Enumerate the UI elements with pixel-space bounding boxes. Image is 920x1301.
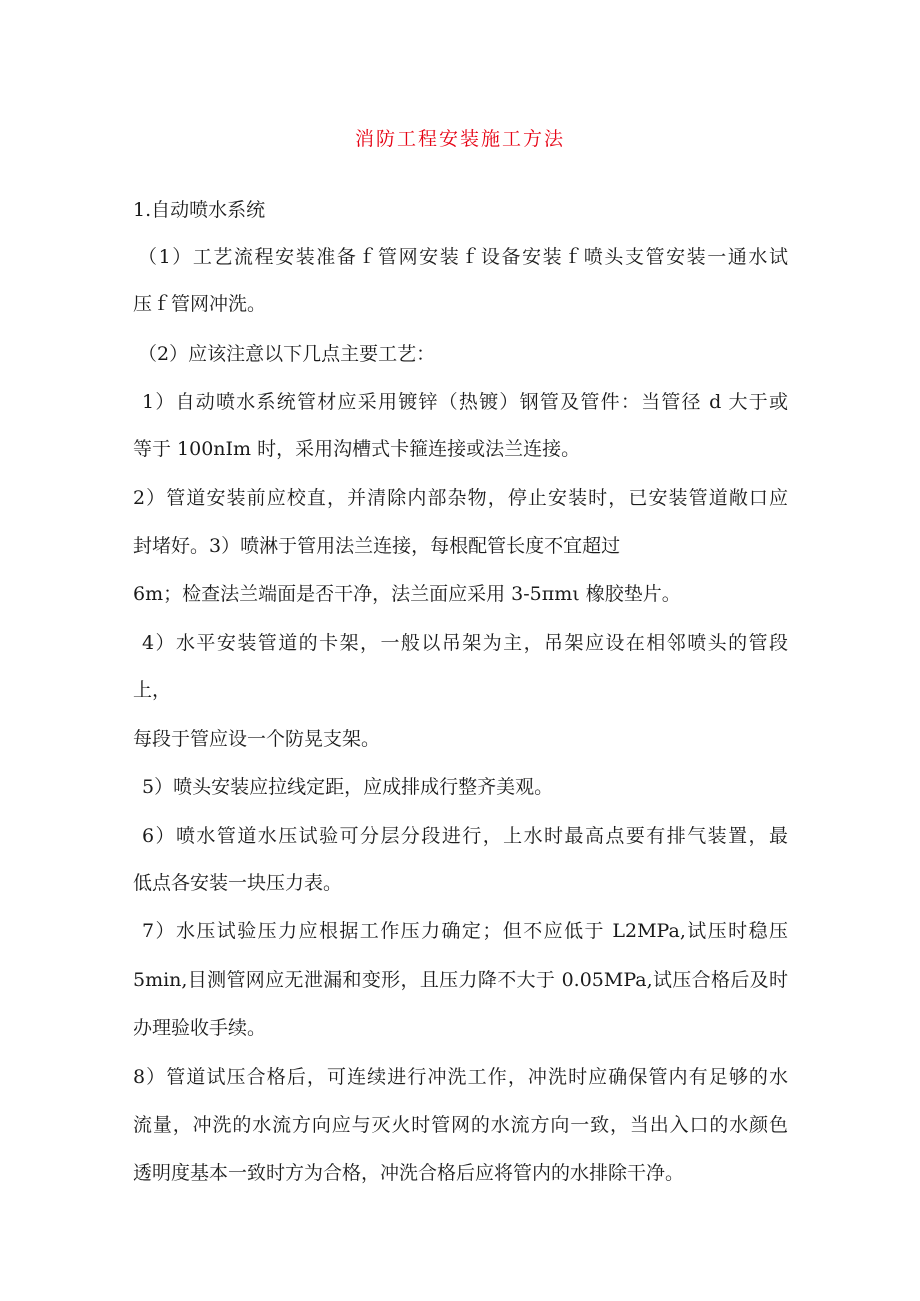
section-heading: 1.自动喷水系统 bbox=[133, 199, 266, 221]
paragraph-line: 上， bbox=[133, 679, 172, 701]
paragraph-line: （2）应该注意以下几点主要工艺： bbox=[138, 343, 436, 365]
paragraph-line: 封堵好。3）喷淋于管用法兰连接，每根配管长度不宜超过 bbox=[133, 535, 621, 557]
paragraph-line: 2）管道安装前应校直，并清除内部杂物，停止安装时，已安装管道敞口应 bbox=[133, 487, 788, 509]
paragraph-line: 透明度基本一致时方为合格，冲洗合格后应将管内的水排除干净。 bbox=[133, 1162, 685, 1184]
paragraph-line: 办理验收手续。 bbox=[133, 1017, 267, 1039]
paragraph-line: （1）工艺流程安装准备ｆ管网安装ｆ设备安装ｆ喷头支管安装一通水试 bbox=[138, 246, 788, 268]
paragraph-line: 5min,目测管网应无泄漏和变形，且压力降不大于 0.05MPa,试压合格后及时 bbox=[133, 969, 788, 991]
paragraph-line: 7）水压试验压力应根据工作压力确定；但不应低于 L2MPa,试压时稳压 bbox=[142, 920, 788, 942]
paragraph-line: 1）自动喷水系统管材应采用镀锌（热镀）钢管及管件：当管径 d 大于或 bbox=[142, 391, 788, 413]
paragraph-line: 6m；检查法兰端面是否干净，法兰面应采用 3-5πmι 橡胶垫片。 bbox=[133, 583, 681, 605]
paragraph-line: 8）管道试压合格后，可连续进行冲洗工作，冲洗时应确保管内有足够的水 bbox=[133, 1066, 788, 1088]
paragraph-line: 低点各安装一块压力表。 bbox=[133, 872, 343, 894]
paragraph-line: 每段于管应设一个防晃支架。 bbox=[133, 728, 381, 750]
paragraph-line: 压ｆ管网冲洗。 bbox=[133, 293, 267, 315]
paragraph-line: 流量，冲洗的水流方向应与灭火时管网的水流方向一致，当出入口的水颜色 bbox=[133, 1114, 788, 1136]
paragraph-line: 4）水平安装管道的卡架，一般以吊架为主，吊架应设在相邻喷头的管段 bbox=[142, 632, 788, 654]
document-title: 消防工程安装施工方法 bbox=[354, 128, 565, 150]
paragraph-line: 5）喷头安装应拉线定距，应成排成行整齐美观。 bbox=[142, 776, 554, 798]
paragraph-line: 6）喷水管道水压试验可分层分段进行，上水时最高点要有排气装置，最 bbox=[142, 825, 788, 847]
paragraph-line: 等于 100nIm 时，采用沟槽式卡箍连接或法兰连接。 bbox=[133, 438, 581, 460]
